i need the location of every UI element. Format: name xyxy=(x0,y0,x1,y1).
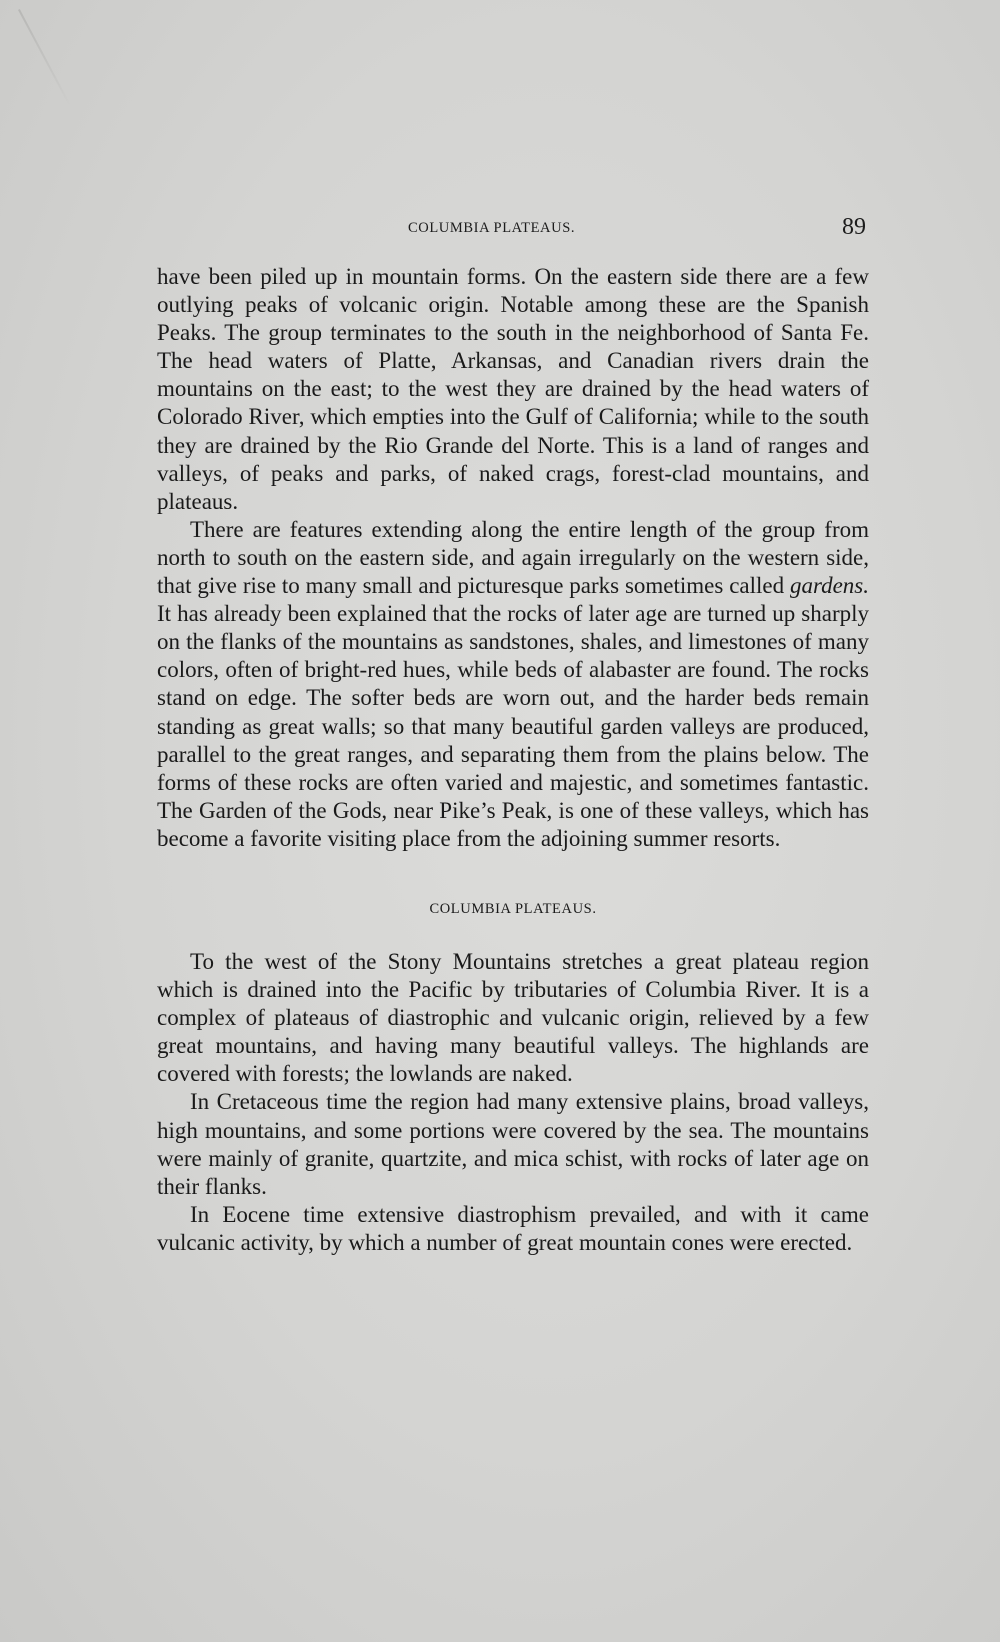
page-edge-shadow xyxy=(18,9,71,107)
paragraph-2-italic-term: gardens. xyxy=(789,573,869,599)
paragraph-4: In Cretaceous time the region had many extensive plains, broad valleys, high mountains, and some portions were covered by the sea. The mountains were mainly of granite, quartzite, and mica schist, with rocks of later age on their flanks. xyxy=(157,1089,869,1199)
running-head xyxy=(160,214,868,244)
section-heading: COLUMBIA PLATEAUS. xyxy=(429,900,597,917)
page-number: 89 xyxy=(842,214,866,240)
paragraph-5: In Eocene time extensive diastrophism prevailed, and with it came vulcanic activity, by which a number of great mountain cones were erected. xyxy=(157,1201,869,1255)
paragraph-1: have been piled up in mountain forms. On the eastern side there are a few outlying peaks of volcanic origin. Notable among these are the Spanish Peaks. The group terminates to the south in the neighborhood of Santa Fe. The head waters of Platte, Arkansas, and Canadian rivers drain the mountains on the east; to the west they are drained by the head waters of Colorado River, which empties into the Gulf of California; while to the south they are drained by the Rio Grande del Norte. This is a land of ranges and valleys, of peaks and parks, of naked crags, forest-clad mountains, and plateaus. xyxy=(157,264,869,514)
paragraph-3: To the west of the Stony Mountains stretches a great plateau region which is drained into the Pacific by tributaries of Columbia River. It is a complex of plateaus of diastrophic and vulcanic origin, relieved by a few great mountains, and having many beautiful valleys. The highlands are covered with forests; the lowlands are naked. xyxy=(157,948,869,1087)
body-text xyxy=(157,263,869,1257)
paragraph-2-text-start: There are features extending along the entire length of the group from north to south on the eastern side, and again irregularly on the western side, that give rise to many small and picturesque parks sometimes called xyxy=(157,516,869,599)
paragraph-2-text-end: It has already been explained that the rocks of later age are turned up sharply on the flanks of the mountains as sandstones, shales, and limestones of many colors, often of bright-red hues, while beds of alabaster are found. The rocks stand on edge. The softer beds are worn out, and the harder beds remain standing as great walls; so that many beautiful garden valleys are produced, parallel to the great ranges, and separating them from the plains below. The forms of these rocks are often varied and majestic, and sometimes fantastic. The Garden of the Gods, near Pike’s Peak, is one of these valleys, which has become a favorite visiting place from the adjoining summer resorts. xyxy=(157,601,869,851)
running-title: COLUMBIA PLATEAUS. xyxy=(408,220,576,236)
paragraph-2 xyxy=(157,516,869,853)
